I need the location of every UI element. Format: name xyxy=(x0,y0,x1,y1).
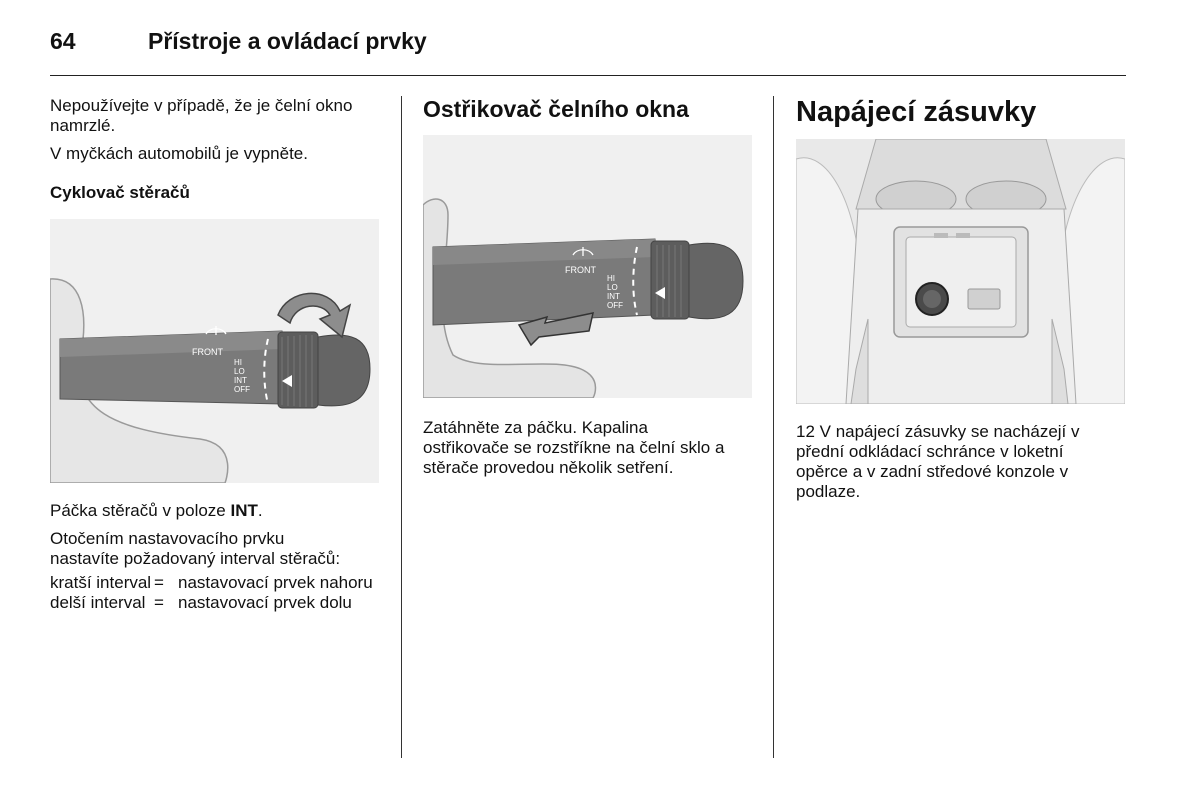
figure-caption-wiper: Páčka stěračů v poloze INT. xyxy=(50,501,263,520)
definition-description: nastavovací prvek dolu xyxy=(178,593,352,612)
figure-wiper-lever-int xyxy=(50,219,379,483)
intro-paragraph-2: V myčkách automobilů je vypněte. xyxy=(50,144,308,163)
column-2 xyxy=(423,96,753,478)
fig1-label-lo: LO xyxy=(234,367,245,376)
chapter-title: Přístroje a ovládací prvky xyxy=(148,28,427,54)
fig2-label-hi: HI xyxy=(607,274,615,283)
power-outlets-paragraph: 12 V napájecí zásuvky se nacházejí v přední odkládací schránce v loketní opěrce a v zadní středové konzole v podlaze. xyxy=(796,422,1080,501)
section-heading-wiper: Cyklovač stěračů xyxy=(50,183,190,202)
definition-term: delší interval xyxy=(50,593,146,612)
fig1-label-hi: HI xyxy=(234,358,242,367)
figure-washer-lever xyxy=(423,135,752,398)
column-divider-2 xyxy=(773,96,774,758)
definition-row xyxy=(50,593,373,613)
column-3 xyxy=(796,96,1126,502)
column-divider-1 xyxy=(401,96,402,758)
interval-paragraph: Otočením nastavovacího prvku nastavíte požadovaný interval stěračů: xyxy=(50,529,341,568)
definition-equals: = xyxy=(154,593,164,612)
page-number: 64 xyxy=(50,28,76,54)
figure-power-outlets xyxy=(796,139,1125,404)
fig1-label-front: FRONT xyxy=(192,347,223,357)
section-heading-washer: Ostřikovač čelního okna xyxy=(423,96,689,122)
page-header xyxy=(50,26,1126,76)
definition-equals: = xyxy=(154,573,164,592)
caption-bold-int: INT xyxy=(230,501,258,520)
fig2-label-off: OFF xyxy=(607,301,623,310)
intro-paragraph-1: Nepoužívejte v případě, že je čelní okno namrzlé. xyxy=(50,96,353,135)
column-1 xyxy=(50,96,380,613)
header-rule xyxy=(50,75,1126,76)
section-heading-power-outlets: Napájecí zásuvky xyxy=(796,96,1037,128)
fig1-label-off: OFF xyxy=(234,385,250,394)
fig1-label-int: INT xyxy=(234,376,247,385)
definition-description: nastavovací prvek nahoru xyxy=(178,573,373,592)
fig2-label-int: INT xyxy=(607,292,620,301)
definition-row xyxy=(50,573,373,593)
washer-paragraph: Zatáhněte za páčku. Kapalina ostřikovače se rozstříkne na čelní sklo a stěrače provedou několik setření. xyxy=(423,418,725,477)
fig2-label-front: FRONT xyxy=(565,265,596,275)
fig2-label-lo: LO xyxy=(607,283,618,292)
interval-definitions xyxy=(50,573,373,613)
definition-term: kratší interval xyxy=(50,573,152,592)
